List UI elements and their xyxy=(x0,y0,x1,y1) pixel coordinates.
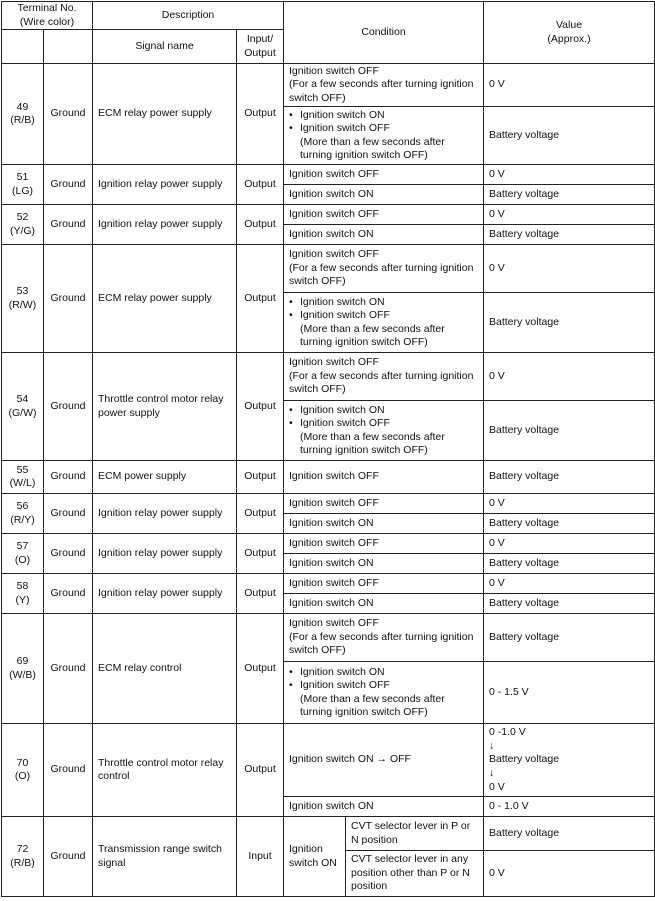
value-cell: 0 - 1.0 V xyxy=(484,797,655,817)
value-cell: 0 V xyxy=(484,64,655,107)
ground-cell: Ground xyxy=(44,165,93,205)
terminal-cell: 56 (R/Y) xyxy=(2,494,44,534)
condition-cell: • Ignition switch ON • Ignition switch OFF (More than a few seconds after turning ignition switch OFF) xyxy=(284,401,484,461)
value-cell: Battery voltage xyxy=(484,817,655,851)
io-cell: Output xyxy=(237,245,284,353)
condition-cell: Ignition switch OFF (For a few seconds after turning ignition switch OFF) xyxy=(284,245,484,293)
condition-cell: CVT selector lever in P or N position xyxy=(346,817,484,851)
signal-cell: Throttle control motor relay control xyxy=(93,724,237,817)
terminal-cell: 51 (LG) xyxy=(2,165,44,205)
ground-cell: Ground xyxy=(44,724,93,817)
value-cell: 0 V xyxy=(484,494,655,514)
description-header: Description xyxy=(93,2,284,30)
ground-cell: Ground xyxy=(44,817,93,897)
arrow-down-icon: ↓ xyxy=(489,739,495,752)
signal-cell: Ignition relay power supply xyxy=(93,574,237,614)
value-cell: Battery voltage xyxy=(484,107,655,165)
signal-cell: ECM relay power supply xyxy=(93,245,237,353)
condition-header: Condition xyxy=(284,2,484,64)
table-row xyxy=(2,817,655,851)
io-cell: Output xyxy=(237,574,284,614)
condition-cell: Ignition switch ON xyxy=(284,554,484,574)
condition-cell: Ignition switch OFF (For a few seconds after turning ignition switch OFF) xyxy=(284,353,484,401)
value-cell: 0 V xyxy=(484,353,655,401)
terminal-cell: 54 (G/W) xyxy=(2,353,44,461)
condition-cell: CVT selector lever in any position other than P or N position xyxy=(346,851,484,897)
terminal-cell: 58 (Y) xyxy=(2,574,44,614)
condition-cell: Ignition switch ON xyxy=(284,185,484,205)
value-cell: Battery voltage xyxy=(484,614,655,662)
signal-cell: Throttle control motor relay power supply xyxy=(93,353,237,461)
ground-cell: Ground xyxy=(44,205,93,245)
io-cell: Output xyxy=(237,165,284,205)
ground-cell: Ground xyxy=(44,494,93,534)
condition-cell: Ignition switch OFF (For a few seconds after turning ignition switch OFF) xyxy=(284,64,484,107)
arrow-down-icon: ↓ xyxy=(489,766,495,779)
io-cell: Output xyxy=(237,353,284,461)
io-cell: Input xyxy=(237,817,284,897)
ignition-on-cell: Ignition switch ON xyxy=(284,817,346,897)
value-cell: 0 V xyxy=(484,851,655,897)
table-row xyxy=(2,494,655,514)
io-cell: Output xyxy=(237,205,284,245)
ground-cell: Ground xyxy=(44,574,93,614)
table-row xyxy=(2,205,655,225)
input-output-header: Input/ Output xyxy=(237,30,284,64)
condition-cell: Ignition switch OFF xyxy=(284,205,484,225)
table-row xyxy=(2,461,655,494)
value-cell: Battery voltage xyxy=(484,401,655,461)
terminal-cell: 49 (R/B) xyxy=(2,64,44,165)
condition-cell: Ignition switch ON xyxy=(284,594,484,614)
io-cell: Output xyxy=(237,494,284,534)
value-cell: 0 V xyxy=(484,245,655,293)
signal-cell: ECM relay control xyxy=(93,614,237,724)
io-cell: Output xyxy=(237,534,284,574)
ground-cell: Ground xyxy=(44,353,93,461)
value-cell: 0 V xyxy=(484,165,655,185)
condition-cell: Ignition switch ON xyxy=(284,797,484,817)
condition-cell: Ignition switch OFF xyxy=(284,574,484,594)
condition-cell: Ignition switch ON xyxy=(284,514,484,534)
terminal-cell: 55 (W/L) xyxy=(2,461,44,494)
terminal-cell: 52 (Y/G) xyxy=(2,205,44,245)
value-cell: 0 - 1.5 V xyxy=(484,662,655,724)
signal-cell: Transmission range switch signal xyxy=(93,817,237,897)
ground-cell: Ground xyxy=(44,245,93,353)
ground-cell: Ground xyxy=(44,614,93,724)
plus-header-spacer xyxy=(2,30,44,64)
ground-cell: Ground xyxy=(44,461,93,494)
value-cell: Battery voltage xyxy=(484,461,655,494)
value-header: Value (Approx.) xyxy=(484,2,655,64)
terminal-spec-table xyxy=(1,1,655,897)
io-cell: Output xyxy=(237,461,284,494)
condition-cell: Ignition switch OFF xyxy=(284,534,484,554)
value-cell: Battery voltage xyxy=(484,185,655,205)
io-cell: Output xyxy=(237,614,284,724)
minus-header-spacer xyxy=(44,30,93,64)
condition-cell: Ignition switch OFF xyxy=(284,461,484,494)
value-cell: Battery voltage xyxy=(484,554,655,574)
value-cell: 0 V xyxy=(484,574,655,594)
table-row xyxy=(2,165,655,185)
terminal-cell: 57 (O) xyxy=(2,534,44,574)
terminal-cell: 69 (W/B) xyxy=(2,614,44,724)
header-row-1 xyxy=(2,2,655,30)
condition-cell: • Ignition switch ON • Ignition switch OFF (More than a few seconds after turning ignition switch OFF) xyxy=(284,107,484,165)
condition-cell: Ignition switch OFF (For a few seconds after turning ignition switch OFF) xyxy=(284,614,484,662)
io-cell: Output xyxy=(237,64,284,165)
value-cell: Battery voltage xyxy=(484,225,655,245)
terminal-cell: 53 (R/W) xyxy=(2,245,44,353)
condition-cell: • Ignition switch ON • Ignition switch OFF (More than a few seconds after turning ignition switch OFF) xyxy=(284,662,484,724)
signal-name-header: Signal name xyxy=(93,30,237,64)
condition-cell: Ignition switch OFF xyxy=(284,494,484,514)
value-cell: 0 V xyxy=(484,205,655,225)
ground-cell: Ground xyxy=(44,534,93,574)
table-row xyxy=(2,614,655,662)
table-row xyxy=(2,64,655,107)
terminal-cell: 72 (R/B) xyxy=(2,817,44,897)
condition-cell: Ignition switch ON xyxy=(284,225,484,245)
terminal-cell: 70 (O) xyxy=(2,724,44,817)
signal-cell: Ignition relay power supply xyxy=(93,494,237,534)
table-row xyxy=(2,534,655,554)
table-row xyxy=(2,574,655,594)
condition-cell: Ignition switch OFF xyxy=(284,165,484,185)
value-cell: Battery voltage xyxy=(484,594,655,614)
value-cell: 0 -1.0 V ↓ Battery voltage ↓ 0 V xyxy=(484,724,655,797)
value-cell: 0 V xyxy=(484,534,655,554)
signal-cell: ECM relay power supply xyxy=(93,64,237,165)
ground-cell: Ground xyxy=(44,64,93,165)
condition-cell: Ignition switch ON → OFF xyxy=(284,724,484,797)
condition-cell: • Ignition switch ON • Ignition switch OFF (More than a few seconds after turning ignition switch OFF) xyxy=(284,293,484,353)
signal-cell: Ignition relay power supply xyxy=(93,165,237,205)
signal-cell: ECM power supply xyxy=(93,461,237,494)
table-row xyxy=(2,245,655,293)
io-cell: Output xyxy=(237,724,284,817)
value-cell: Battery voltage xyxy=(484,293,655,353)
table-row xyxy=(2,724,655,797)
signal-cell: Ignition relay power supply xyxy=(93,205,237,245)
signal-cell: Ignition relay power supply xyxy=(93,534,237,574)
terminal-no-header: Terminal No. (Wire color) xyxy=(2,2,93,30)
table-row xyxy=(2,353,655,401)
value-cell: Battery voltage xyxy=(484,514,655,534)
